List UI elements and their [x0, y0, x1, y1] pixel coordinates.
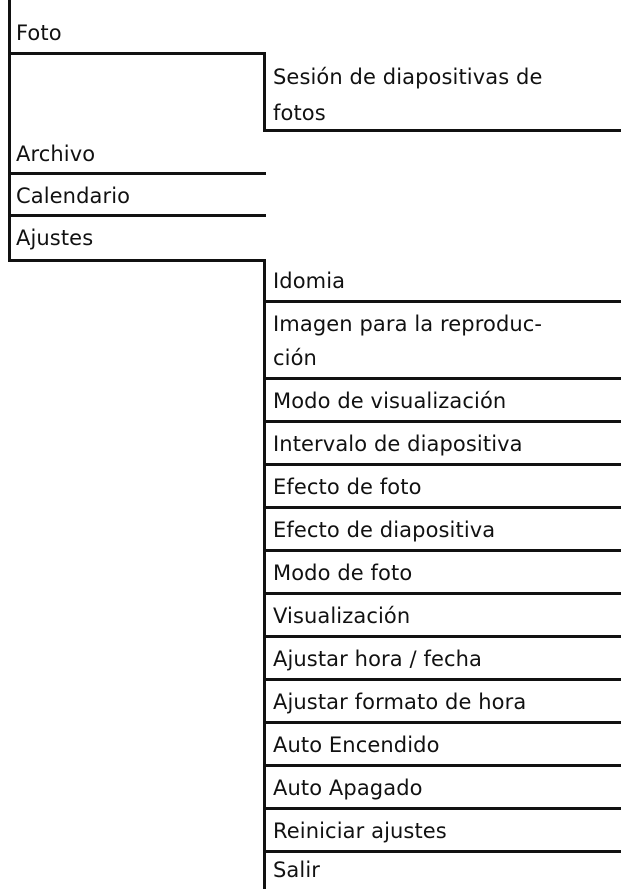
menu-item-modo-visualizacion: Modo de visualización [273, 389, 507, 413]
archivo-underline [8, 172, 266, 175]
menu-item-efecto-foto: Efecto de foto [273, 475, 422, 499]
intervalo-underline [263, 463, 621, 466]
sesion-underline [263, 129, 621, 132]
menu-item-idomia: Idomia [273, 269, 346, 293]
menu-item-intervalo: Intervalo de diapositiva [273, 432, 523, 456]
ajustes-underline [8, 259, 266, 262]
ajustar-hora-underline [263, 678, 621, 681]
menu-item-ajustar-hora: Ajustar hora / fecha [273, 647, 482, 671]
menu-item-reiniciar: Reiniciar ajustes [273, 819, 447, 843]
menu-item-auto-apagado: Auto Apagado [273, 776, 423, 800]
menu-item-archivo: Archivo [16, 142, 96, 166]
reiniciar-underline [263, 850, 621, 853]
auto-apagado-underline [263, 807, 621, 810]
efecto-diapositiva-underline [263, 549, 621, 552]
auto-encendido-underline [263, 764, 621, 767]
menu-item-imagen-line2: ción [273, 346, 317, 370]
menu-item-foto: Foto [16, 21, 62, 45]
menu-item-calendario: Calendario [16, 184, 131, 208]
calendario-underline [8, 214, 266, 217]
ajustes-sub-spine [263, 259, 266, 889]
menu-item-sesion-line1: Sesión de diapositivas de [273, 65, 543, 89]
ajustar-formato-underline [263, 721, 621, 724]
visualizacion-underline [263, 635, 621, 638]
foto-sub-spine [263, 52, 266, 132]
menu-item-auto-encendido: Auto Encendido [273, 733, 440, 757]
menu-item-ajustes: Ajustes [16, 226, 94, 250]
efecto-foto-underline [263, 506, 621, 509]
modo-foto-underline [263, 592, 621, 595]
modo-visualizacion-underline [263, 420, 621, 423]
menu-item-modo-foto: Modo de foto [273, 561, 413, 585]
imagen-underline [263, 377, 621, 380]
menu-item-efecto-diapositiva: Efecto de diapositiva [273, 518, 496, 542]
menu-item-salir: Salir [273, 858, 321, 882]
menu-item-imagen-line1: Imagen para la reproduc- [273, 312, 543, 336]
menu-item-visualizacion: Visualización [273, 604, 411, 628]
foto-underline [8, 52, 266, 55]
menu-item-sesion-line2: fotos [273, 101, 326, 125]
idomia-underline [263, 300, 621, 303]
level1-spine [8, 0, 11, 262]
menu-item-ajustar-formato: Ajustar formato de hora [273, 690, 527, 714]
